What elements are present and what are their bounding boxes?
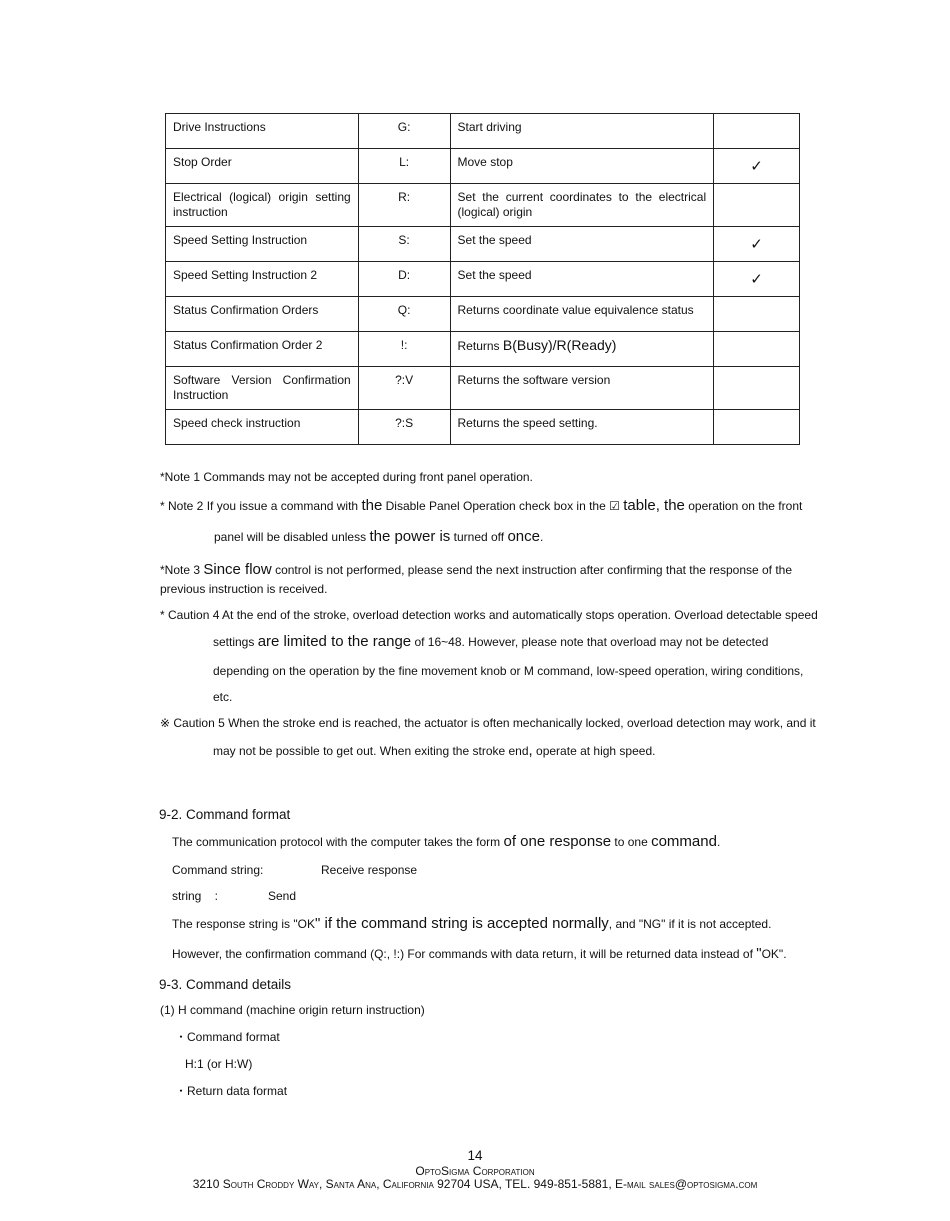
command-code: S: bbox=[358, 227, 450, 262]
command-description: Set the current coordinates to the electrical (logical) origin bbox=[450, 184, 714, 227]
check-mark: ✓ bbox=[714, 262, 800, 297]
note-2-text: the bbox=[361, 497, 383, 514]
footer-company: OptoSigma Corporation bbox=[415, 1164, 535, 1178]
instruction-name: Stop Order bbox=[166, 149, 359, 184]
check-mark bbox=[714, 332, 800, 367]
check-mark: ✓ bbox=[714, 227, 800, 262]
note-2-text: Disable Panel Operation check box in the ☑ bbox=[382, 499, 624, 513]
caution-4-line-2 bbox=[213, 634, 768, 650]
note-3-text: Since flow bbox=[203, 561, 272, 578]
confirmation-paragraph bbox=[172, 946, 787, 962]
command-string-label: Command string: bbox=[172, 863, 264, 877]
caution-4-line-4: etc. bbox=[213, 690, 233, 704]
table-row bbox=[166, 332, 800, 367]
instruction-name: Status Confirmation Order 2 bbox=[166, 332, 359, 367]
instruction-name: Software Version Confirmation Instruction bbox=[166, 367, 359, 410]
confirmation-text: However, the confirmation command (Q:, !:) For commands with data return, it will be returned data instead of bbox=[172, 947, 757, 961]
caution-4-line-1: * Caution 4 At the end of the stroke, overload detection works and automatically stops operation. Overload detectable speed bbox=[160, 608, 818, 622]
table-row bbox=[166, 262, 800, 297]
command-format-value: H:1 (or H:W) bbox=[185, 1057, 253, 1071]
check-mark bbox=[714, 184, 800, 227]
note-2-text: the power is bbox=[369, 528, 451, 545]
protocol-text: command bbox=[651, 833, 717, 850]
note-3-text: *Note 3 bbox=[160, 563, 204, 577]
response-text: NG" if it is not accepted. bbox=[643, 917, 772, 931]
protocol-text: of one response bbox=[503, 833, 612, 850]
command-description: Returns coordinate value equivalence status bbox=[450, 297, 714, 332]
command-code: ?:V bbox=[358, 367, 450, 410]
instruction-name: Speed Setting Instruction bbox=[166, 227, 359, 262]
table-row bbox=[166, 367, 800, 410]
command-table bbox=[165, 113, 800, 445]
note-3-line-1 bbox=[160, 562, 792, 578]
command-description: Returns the speed setting. bbox=[450, 410, 714, 445]
instruction-name: Electrical (logical) origin setting instruction bbox=[166, 184, 359, 227]
command-code: ?:S bbox=[358, 410, 450, 445]
instruction-name: Drive Instructions bbox=[166, 114, 359, 149]
note-2-text: panel will be disabled unless bbox=[214, 530, 370, 544]
desc-status-values: B(Busy)/R(Ready) bbox=[502, 337, 617, 353]
desc-prefix: Returns bbox=[457, 339, 503, 353]
confirmation-text: OK". bbox=[761, 947, 787, 961]
table-row bbox=[166, 149, 800, 184]
section-heading-9-3: 9-3. Command details bbox=[159, 977, 292, 992]
command-description: Set the speed bbox=[450, 262, 714, 297]
note-2-text: operation on the front bbox=[684, 499, 803, 513]
caution-4-text: of 16~48. However bbox=[411, 635, 515, 649]
send-label: Send bbox=[268, 889, 297, 903]
command-code: G: bbox=[358, 114, 450, 149]
response-paragraph bbox=[172, 916, 771, 932]
table-row bbox=[166, 184, 800, 227]
check-mark bbox=[714, 114, 800, 149]
response-text: The response string is "OK bbox=[172, 917, 315, 931]
caution-5-line-2 bbox=[213, 743, 655, 759]
section-heading-9-2: 9-2. Command format bbox=[159, 807, 291, 822]
note-2-text: once bbox=[507, 528, 540, 545]
response-text: " if the command string is accepted normally bbox=[315, 915, 609, 932]
protocol-text: The communication protocol with the computer takes the form bbox=[172, 835, 504, 849]
table-row bbox=[166, 114, 800, 149]
command-description: Returns the software version bbox=[450, 367, 714, 410]
protocol-text: . bbox=[716, 835, 721, 849]
caution-4-line-3: depending on the operation by the fine movement knob or M command, low-speed operation, wiring conditions, bbox=[213, 664, 804, 678]
string-label: string : bbox=[172, 889, 219, 903]
note-2-text: table, the bbox=[623, 497, 685, 514]
response-text: , and " bbox=[608, 917, 644, 931]
caution-4-text: settings bbox=[213, 635, 258, 649]
note-3-text: control is not performed, please send the next instruction after confirming that the response of the bbox=[271, 563, 793, 577]
note-1: *Note 1 Commands may not be accepted during front panel operation. bbox=[160, 470, 533, 484]
check-mark bbox=[714, 367, 800, 410]
caution-5-text: , bbox=[528, 742, 533, 759]
protocol-paragraph bbox=[172, 834, 720, 850]
caution-5-text: may not be possible to get out. When exiting the stroke end bbox=[213, 744, 529, 758]
table-row bbox=[166, 227, 800, 262]
note-2-line-1 bbox=[160, 498, 802, 514]
confirmation-text: " bbox=[756, 945, 762, 962]
check-mark bbox=[714, 410, 800, 445]
command-description bbox=[450, 332, 714, 367]
instruction-name: Status Confirmation Orders bbox=[166, 297, 359, 332]
command-code: L: bbox=[358, 149, 450, 184]
command-code: Q: bbox=[358, 297, 450, 332]
caution-4-text: , please note that overload may not be detected bbox=[514, 635, 769, 649]
note-2-text: * Note 2 If you issue a command with bbox=[160, 499, 362, 513]
h-command-item: (1) H command (machine origin return instruction) bbox=[160, 1003, 425, 1017]
command-description: Start driving bbox=[450, 114, 714, 149]
instruction-name: Speed check instruction bbox=[166, 410, 359, 445]
caution-5-line-1: ※ Caution 5 When the stroke end is reached, the actuator is often mechanically locked, overload detection may work, and it bbox=[160, 716, 816, 730]
footer-address: 3210 South Croddy Way, Santa Ana, California 92704 USA, TEL. 949-851-5881, E-mail sales@optosigma.com bbox=[192, 1177, 758, 1191]
note-2-line-2 bbox=[214, 529, 543, 545]
command-description: Move stop bbox=[450, 149, 714, 184]
command-description: Set the speed bbox=[450, 227, 714, 262]
table-row bbox=[166, 297, 800, 332]
page-number: 14 bbox=[467, 1148, 483, 1163]
check-mark bbox=[714, 297, 800, 332]
table-row bbox=[166, 410, 800, 445]
note-2-text: turned off bbox=[450, 530, 508, 544]
command-code: D: bbox=[358, 262, 450, 297]
command-format-bullet: ・Command format bbox=[175, 1030, 280, 1044]
check-mark: ✓ bbox=[714, 149, 800, 184]
command-code: !: bbox=[358, 332, 450, 367]
instruction-name: Speed Setting Instruction 2 bbox=[166, 262, 359, 297]
protocol-text: to one bbox=[611, 835, 652, 849]
command-code: R: bbox=[358, 184, 450, 227]
note-3-line-2: previous instruction is received. bbox=[160, 582, 328, 596]
caution-5-text: operate at high speed. bbox=[532, 744, 656, 758]
caution-4-text: are limited to the range bbox=[257, 633, 412, 650]
return-data-format-bullet: ・Return data format bbox=[175, 1084, 288, 1098]
note-2-text: . bbox=[540, 530, 544, 544]
receive-response-label: Receive response bbox=[321, 863, 418, 877]
